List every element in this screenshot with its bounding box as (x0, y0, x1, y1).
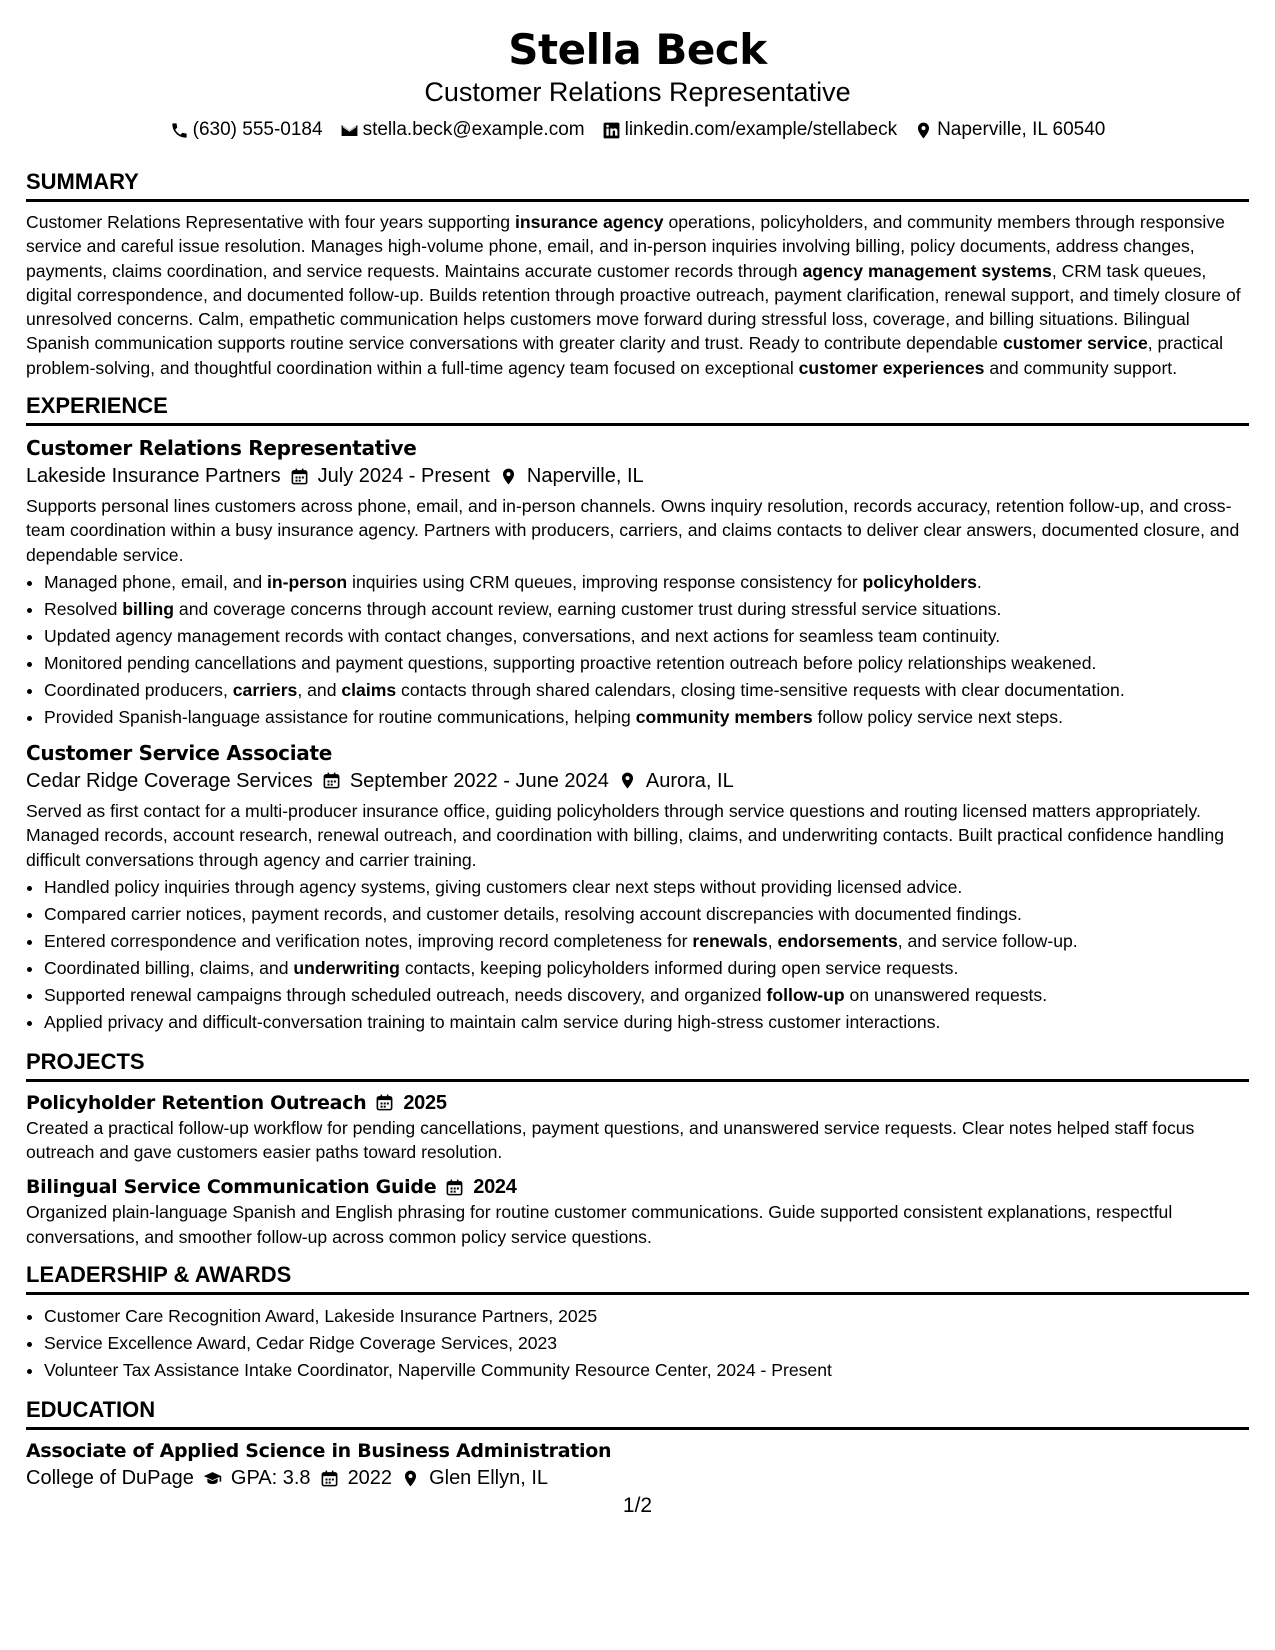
map-pin-icon (401, 1469, 420, 1488)
list-item: • Managed phone, email, and in-person inquiries using CRM queues, improving response consistency for policyholders. (44, 569, 1249, 596)
job-entry (26, 434, 1249, 731)
list-item: • Compared carrier notices, payment records, and customer details, resolving account discrepancies with documented findings. (44, 901, 1249, 928)
map-pin-icon (914, 121, 933, 140)
section-heading: PROJECTS (26, 1048, 1249, 1082)
contact-linkedin[interactable] (602, 118, 897, 142)
list-item: • Resolved billing and coverage concerns through account review, earning customer trust during stressful service situations. (44, 596, 1249, 623)
project-header (26, 1174, 1249, 1200)
resume-content (26, 168, 1249, 1504)
list-item: • Provided Spanish-language assistance for routine communications, helping community members follow policy service next steps. (44, 704, 1249, 731)
list-item: • Supported renewal campaigns through scheduled outreach, needs discovery, and organized follow-up on unanswered requests. (44, 982, 1249, 1009)
candidate-title: Customer Relations Representative (424, 77, 851, 107)
section-heading: EXPERIENCE (26, 392, 1249, 426)
location-text: Naperville, IL 60540 (937, 119, 1106, 140)
degree-title: Associate of Applied Science in Business Administration (26, 1440, 612, 1463)
envelope-icon (340, 121, 359, 140)
list-item: • Customer Care Recognition Award, Lakeside Insurance Partners, 2025 (44, 1303, 1249, 1330)
email-text: stella.beck@example.com (362, 119, 585, 140)
job-entry (26, 739, 1249, 1036)
leadership-list (26, 1303, 1249, 1384)
list-item: • Coordinated billing, claims, and underwriting contacts, keeping policyholders informed during open service requests. (44, 955, 1249, 982)
job-description: Served as first contact for a multi-producer insurance office, guiding policyholders through service questions and routing licensed matters appropriately. Managed records, account research, renewal outreach, and coordination with billing, claims, and underwriting contacts. Built practical confidence handling difficult conversations through agency and carrier training. (26, 800, 1225, 870)
resume-header (0, 0, 1275, 142)
job-dates: September 2022 - June 2024 (349, 769, 609, 792)
project-year: 2024 (473, 1176, 517, 1199)
contact-location (914, 118, 1105, 142)
list-item: • Coordinated producers, carriers, and claims contacts through shared calendars, closing time-sensitive requests with clear documentation. (44, 677, 1249, 704)
phone-text: (630) 555-0184 (192, 119, 323, 140)
list-item: • Volunteer Tax Assistance Intake Coordinator, Naperville Community Resource Center, 2024 - Present (44, 1357, 1249, 1384)
candidate-name: Stella Beck (508, 25, 767, 74)
linkedin-icon (602, 121, 621, 140)
project-description: Created a practical follow-up workflow for pending cancellations, payment questions, and unanswered service requests. Clear notes helped staff focus outreach and gave customers easier paths toward resolution. (26, 1117, 1195, 1163)
project-header (26, 1090, 1249, 1116)
graduation-year: 2022 (347, 1467, 393, 1490)
calendar-icon (375, 1093, 394, 1112)
job-bullets (26, 874, 1249, 1036)
school-location: Glen Ellyn, IL (429, 1467, 549, 1490)
company-name: Cedar Ridge Coverage Services (26, 769, 313, 792)
map-pin-icon (499, 467, 518, 486)
project-name: Policyholder Retention Outreach (26, 1091, 367, 1114)
job-dates: July 2024 - Present (317, 465, 490, 488)
list-item: • Handled policy inquiries through agency systems, giving customers clear next steps without providing licensed advice. (44, 874, 1249, 901)
education-meta (26, 1464, 1249, 1492)
calendar-icon (445, 1178, 464, 1197)
project-entry (26, 1174, 1249, 1249)
summary-text: Customer Relations Representative with four years supporting insurance agency operations, policyholders, and community members through responsive service and careful issue resolution. Manages high-volume phone, email, and in-person inquiries involving billing, policy documents, address changes, payments, claims coordination, and service requests. Maintains accurate customer records through agency management systems, CRM task queues, digital correspondence, and documented follow-up. Builds retention through proactive outreach, payment clarification, renewal support, and timely closure of unresolved concerns. Calm, empathetic communication helps customers move forward during stressful loss, coverage, and billing situations. Bilingual Spanish communication supports routine service conversations with greater clarity and trust. Ready to contribute dependable customer service, practical problem-solving, and thoughtful coordination within a full-time agency team focused on exceptional customer experiences and community support. (26, 212, 1241, 378)
experience-section (26, 392, 1249, 1036)
page-number: 1/2 (622, 1494, 653, 1517)
company-name: Lakeside Insurance Partners (26, 465, 281, 488)
list-item: • Applied privacy and difficult-conversation training to maintain calm service during high-stress customer interactions. (44, 1009, 1249, 1036)
gpa: GPA: 3.8 (230, 1467, 311, 1490)
contact-bar (0, 118, 1275, 142)
project-year: 2025 (403, 1091, 447, 1114)
contact-phone[interactable] (170, 118, 323, 142)
list-item: • Service Excellence Award, Cedar Ridge Coverage Services, 2023 (44, 1330, 1249, 1357)
leadership-section (26, 1261, 1249, 1384)
job-meta (26, 462, 1249, 490)
project-entry (26, 1090, 1249, 1165)
graduation-cap-icon (203, 1469, 222, 1488)
school-name: College of DuPage (26, 1467, 194, 1490)
education-section (26, 1396, 1249, 1492)
project-name: Bilingual Service Communication Guide (26, 1176, 437, 1199)
list-item: • Updated agency management records with contact changes, conversations, and next actions for seamless team continuity. (44, 623, 1249, 650)
section-heading: EDUCATION (26, 1396, 1249, 1430)
linkedin-text: linkedin.com/example/stellabeck (624, 119, 898, 140)
job-title: Customer Service Associate (26, 740, 333, 765)
section-heading: SUMMARY (26, 168, 1249, 202)
map-pin-icon (618, 771, 637, 790)
section-heading: LEADERSHIP & AWARDS (26, 1261, 1249, 1295)
list-item: • Entered correspondence and verification notes, improving record completeness for renewals, endorsements, and service follow-up. (44, 928, 1249, 955)
projects-section (26, 1048, 1249, 1249)
job-meta (26, 767, 1249, 795)
job-location: Aurora, IL (645, 769, 734, 792)
job-description: Supports personal lines customers across phone, email, and in-person channels. Owns inquiry resolution, records accuracy, retention follow-up, and cross-team coordination within a busy insurance agency. Partners with producers, carriers, and claims contacts to deliver clear answers, documented closure, and dependable service. (26, 496, 1240, 565)
calendar-icon (322, 771, 341, 790)
calendar-icon (290, 467, 309, 486)
calendar-icon (320, 1469, 339, 1488)
job-bullets (26, 569, 1249, 731)
job-location: Naperville, IL (526, 465, 644, 488)
job-title: Customer Relations Representative (26, 436, 417, 461)
contact-email[interactable] (340, 118, 585, 142)
list-item: • Monitored pending cancellations and payment questions, supporting proactive retention outreach before policy relationships weakened. (44, 650, 1249, 677)
phone-icon (170, 121, 189, 140)
summary-section (26, 168, 1249, 380)
project-description: Organized plain-language Spanish and English phrasing for routine customer communications. Guide supported consistent explanations, respectful conversations, and smoother follow-up across common policy service questions. (26, 1202, 1173, 1247)
